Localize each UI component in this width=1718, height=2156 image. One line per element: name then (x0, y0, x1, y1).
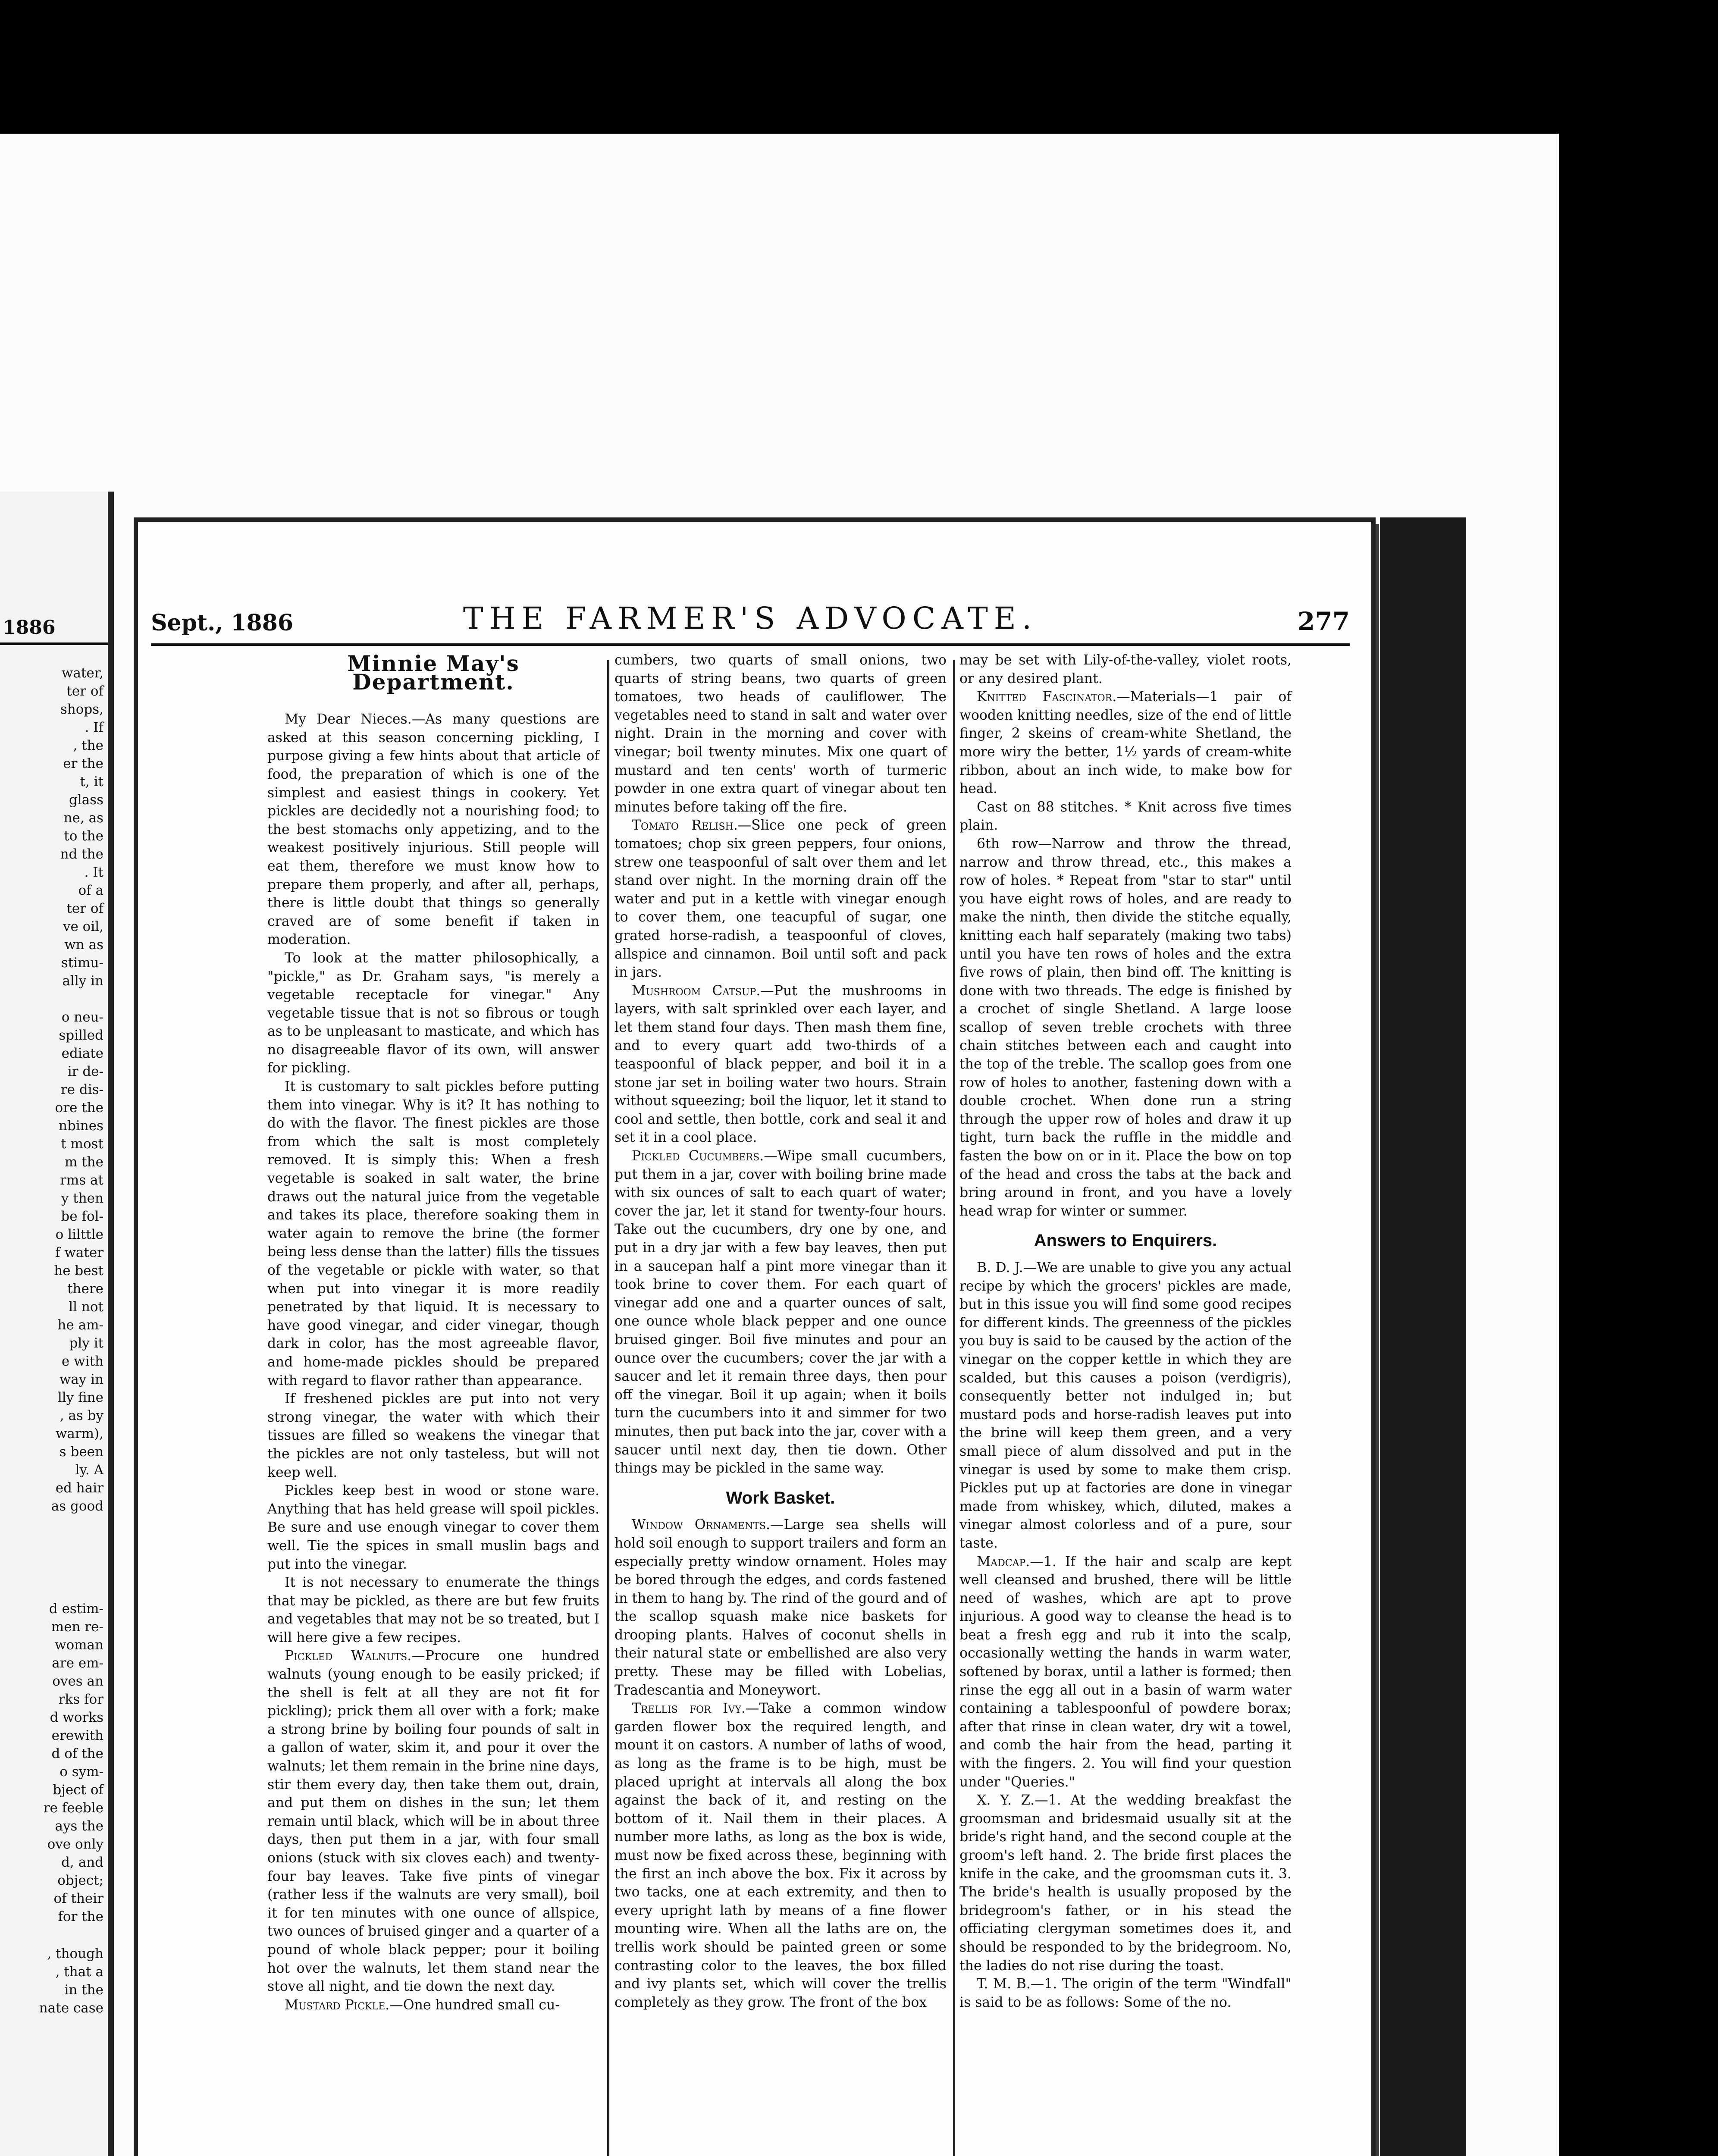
recipe-title: Pickled Walnuts. (285, 1648, 412, 1664)
paragraph: may be set with Lily-of-the-valley, violet roots, or any desired plant. (959, 652, 1292, 686)
page-number: 277 (1297, 607, 1350, 636)
answer-addressee: Madcap. (977, 1554, 1030, 1570)
recipe-title: Tomato Relish. (632, 818, 738, 834)
recipe-title: Pickled Cucumbers. (632, 1148, 764, 1164)
item-title: Window Ornaments. (632, 1517, 770, 1533)
book-edge (1380, 517, 1466, 2156)
paragraph: 6th row—Narrow and throw the thread, narrow and throw thread, etc., this makes a row of holes. * Repeat from "star to star" until you have eight rows of holes, and are ready to make the ninth, then divide the stitche equally, knitting each half separately (making two tabs) until you have ten rows of holes and the extra five rows of plain, then bind off. The knitting is done with two threads. The edge is finished by a crochet of single Shetland. A large loose scallop of seven treble crochets with three chain stitches between each and caught into the top of the treble. The scallop goes from one row of holes to another, fastening down with a double crochet. When done run a string through the upper row of holes and draw it up tight, turn back the ruffle in the middle and fasten the bow on or in it. Place the bow on top of the head and cross the tabs at the back and bring around in front, and you have a lovely head wrap for winter or summer. (959, 836, 1292, 1219)
answer-paragraph: B. D. J.—We are unable to give you any actual recipe by which the grocers' pickles are made, but in this issue you will find some good recipes for different kinds. The greenness of the pickles you buy is said to be caused by the action of the vinegar on the copper kettle in which they are scalded, but this causes a poison (verdigris), consequently better not indulged in; but mustard pods and horse-radish leaves put into the brine will keep them green, and a very small piece of alum dissolved and put in the vinegar is used by some to make them crisp. Pickles put up at factories are done in vinegar made from whiskey, which, diluted, makes a vinegar almost colorless and of a pure, sour taste. (959, 1260, 1292, 1551)
item-title: Knitted Fascinator. (977, 689, 1117, 705)
paragraph: Cast on 88 stitches. * Knit across five times plain. (959, 799, 1292, 834)
recipe-paragraph (267, 1647, 599, 1996)
recipe-text: —One hundred small cu- (389, 1997, 560, 2013)
paragraph: If freshened pickles are put into not very strong vinegar, the water with which their tissues are filled so weakens the vinegar that the pickles are not only tasteless, but will not keep well. (267, 1391, 599, 1480)
previous-page-text-middle: d estim- men re- woman are em- oves an rks for d works erewith d of the o sym- bject of re feeble ays the ove only d, and object; of their for the (43, 1601, 103, 1924)
item-paragraph (614, 1699, 947, 2012)
item-text: —Materials—1 pair of wooden knitting needles, size of the end of little finger, 2 skeins of cream-white Shetland, the more wiry the better, 1½ yards of cream-white ribbon, about an inch wide, to make bow for head. (959, 689, 1292, 797)
column-1 (267, 651, 599, 2014)
recipe-paragraph (614, 982, 947, 1147)
paragraph: To look at the matter philosophically, a "pickle," as Dr. Graham says, "is merely a vegetable receptacle for vinegar." Any vegetable tissue that is not so fibrous or tough as to be unpleasant to masticate, and which has no disagreeable flavor of its own, will answer for pickling. (267, 950, 599, 1076)
item-text: —Large sea shells will hold soil enough to support trailers and form an especially pretty window ornament. Holes may be bored through the edges, and cords fastened in them to hang by. The rind of the gourd and of the scallop squash make nice baskets for drooping plants. Halves of coconut shells in their natural state or embellished are also very pretty. These may be filled with Lobelias, Tradescantia and Moneywort. (614, 1517, 947, 1698)
newspaper-page (134, 517, 1376, 2156)
issue-date: Sept., 1886 (151, 610, 294, 636)
section-heading: Answers to Enquirers. (1034, 1231, 1217, 1250)
recipe-title: Mustard Pickle. (285, 1997, 390, 2013)
running-head (151, 602, 1350, 636)
recipe-paragraph (614, 816, 947, 981)
previous-page-text-top: water, ter of shops, . If , the er the t, it glass ne, as to the nd the . It of a ter of ve oil, wn as stimu- ally in o neu- spilled ediate ir de- re dis- ore the nbines t most m the rms at y then be fol- o lilttle f water he best there ll not he am- ply it e with way in lly fine , as by warm), s been ly. A ed hair as good (51, 665, 103, 1514)
paragraph: My Dear Nieces.—As many questions are asked at this season concerning pickling, I purpose giving a few hints about that article of food, the preparation of which is one of the simplest and easiest things in cookery. Yet pickles are decidedly not a nourishing food; to the best stomachs only appetizing, and to the weakest positively injurious. Still people will eat them, therefore we must know how to prepare them properly, and after all, perhaps, there is little doubt that things so generally craved are of some benefit if taken in moderation. (267, 711, 599, 948)
previous-page-text-bottom: , though , that a in the nate case (39, 1946, 103, 2016)
previous-page-rule (0, 642, 108, 645)
answer-paragraph: X. Y. Z.—1. At the wedding breakfast the groomsman and bridesmaid usually sit at the bride's right hand, and the second couple at the groom's left hand. 2. The bride first places the knife in the cake, and the groomsman cuts it. 3. The bride's health is usually proposed by the bridegroom's father, or in his stead the officiating clergyman sometimes does it, and should be responded to by the bridegroom. No, the ladies do not rise during the toast. (959, 1792, 1292, 1974)
column-2 (614, 651, 947, 2012)
answer-paragraph (959, 1553, 1292, 1792)
column-3 (959, 651, 1292, 2012)
recipe-text: —Wipe small cucumbers, put them in a jar, cover with boiling brine made with six ounces of salt to each quart of water; cover the jar, let it stand for twenty-four hours. Take out the cucumbers, dry one by one, and put in a dry jar with a few bay leaves, then put in a saucepan half a pint more vinegar than it took brine to cover them. For each quart of vinegar add one and a quarter ounces of salt, one ounce whole black pepper and one ounce bruised ginger. Boil five minutes and pour an ounce over the cucumbers; cover the jar with a saucer and let it remain three days, then pour off the vinegar. Boil it up again; when it boils turn the cucumbers into it and simmer for two minutes, then put back into the jar, cover with a saucer until next day, then tie down. Other things may be pickled in the same way. (614, 1148, 947, 1476)
item-paragraph (614, 1516, 947, 1699)
header-rule (151, 643, 1350, 646)
recipe-text: —Put the mushrooms in layers, with salt sprinkled over each layer, and let them stand four days. Then mash them fine, and to every quart add two-thirds of a teaspoonful of black pepper, and boil it in a stone jar set in boiling water two hours. Strain without squeezing; boil the liquor, let it stand to cool and settle, then bottle, cork and seal it and set it in a cool place. (614, 983, 947, 1146)
item-text: —Take a common window garden flower box the required length, and mount it on castors. A number of laths of wood, as long as the frame is to be high, must be placed upright at intervals all along the box against the back of it, and resting on the bottom of it. Nail them in their places. A number more laths, as long as the box is wide, must now be fixed across these, beginning with the first an inch above the box. Fix it across by two tacks, one at each extremity, and then to every upright lath by means of a fine flower mounting wire. When all the laths are on, the trellis work should be painted green or some contrasting color to the leaves, the box filled and ivy plants set, which will cover the trellis completely as they grow. The front of the box (614, 1701, 947, 2010)
previous-page-fragment (0, 492, 114, 2156)
previous-page-year: 1886 (3, 617, 56, 639)
recipe-text: —Slice one peck of green tomatoes; chop six green peppers, four onions, strew one teaspoonful of salt over them and let stand over night. In the morning drain off the water and put in a kettle with vinegar enough to cover them, one teacupful of sugar, one grated horse-radish, a teaspoonful of cloves, allspice and cinnamon. Boil until soft and pack in jars. (614, 818, 947, 981)
publication-title: THE FARMER'S ADVOCATE. (463, 601, 1038, 636)
department-heading: Minnie May's Department. (347, 651, 520, 695)
paragraph: It is customary to salt pickles before putting them into vinegar. Why is it? It has nothing to do with the flavor. The finest pickles are those from which the salt is most completely removed. It is simply this: When a fresh vegetable is soaked in salt water, the brine draws out the natural juice from the vegetable and takes its place, therefore soaking them in water again to remove the brine (the former being less dense than the latter) fills the tissues of the vegetable or pickle with water, so that when put into vinegar it is more readily penetrated by that liquid. It is necessary to have good vinegar, and cider vinegar, though dark in color, has the most agreeable flavor, and home-made pickles should be prepared with regard to flavor rather than appearance. (267, 1079, 599, 1388)
answer-paragraph: T. M. B.—1. The origin of the term "Windfall" is said to be as follows: Some of the no. (959, 1976, 1292, 2010)
column-divider (607, 660, 609, 2156)
column-divider (953, 660, 955, 2156)
paragraph: It is not necessary to enumerate the things that may be pickled, as there are but few fruits and vegetables that may not be so treated, but I will here give a few recipes. (267, 1575, 599, 1645)
item-title: Trellis for Ivy. (632, 1701, 746, 1717)
answer-text: —1. If the hair and scalp are kept well cleansed and brushed, there will be little need of washes, which are apt to prove injurious. A good way to cleanse the head is to beat a fresh egg and rub it into the scalp, occasionally wetting the hands in warm water, softened by borax, until a lather is formed; then rinse the egg all out in a basin of warm water containing a tablespoonful of powdere borax; after that rinse in clean water, dry wit a towel, and comb the hair from the head, parting it with the fingers. 2. You will find your question under "Queries." (959, 1554, 1292, 1790)
recipe-title: Mushroom Catsup. (632, 983, 761, 999)
paragraph: cumbers, two quarts of small onions, two quarts of string beans, two quarts of green tomatoes, two heads of cauliflower. The vegetables need to stand in salt and water over night. Drain in the morning and cover with vinegar; boil twenty minutes. Mix one quart of mustard and ten cents' worth of turmeric powder in one extra quart of vinegar about ten minutes before taking off the fire. (614, 652, 947, 815)
paragraph: Pickles keep best in wood or stone ware. Anything that has held grease will spoil pickles. Be sure and use enough vinegar to cover them well. Tie the spices in small muslin bags and put into the vinegar. (267, 1483, 599, 1572)
item-paragraph (959, 688, 1292, 798)
section-heading: Work Basket. (726, 1488, 835, 1507)
recipe-paragraph (267, 1996, 599, 2015)
recipe-text: —Procure one hundred walnuts (young enough to be easily pricked; if the shell is felt at all they are not fit for pickling); prick them all over with a fork; make a strong brine by boiling four pounds of salt in a gallon of water, skim it, and pour it over the walnuts; let them remain in the brine nine days, stir them every day, then take them out, drain, and put them on dishes in the sun; let them remain until black, which will be in about three days, then put them in a jar, with four small onions (stuck with six cloves each) and twenty-four bay leaves. Take five pints of vinegar (rather less if the walnuts are very small), boil it for ten minutes with one ounce of allspice, two ounces of bruised ginger and a quarter of a pound of whole black pepper; pour it boiling hot over the walnuts, let them stand near the stove all night, and tie down the next day. (267, 1648, 599, 1995)
recipe-paragraph (614, 1147, 947, 1478)
